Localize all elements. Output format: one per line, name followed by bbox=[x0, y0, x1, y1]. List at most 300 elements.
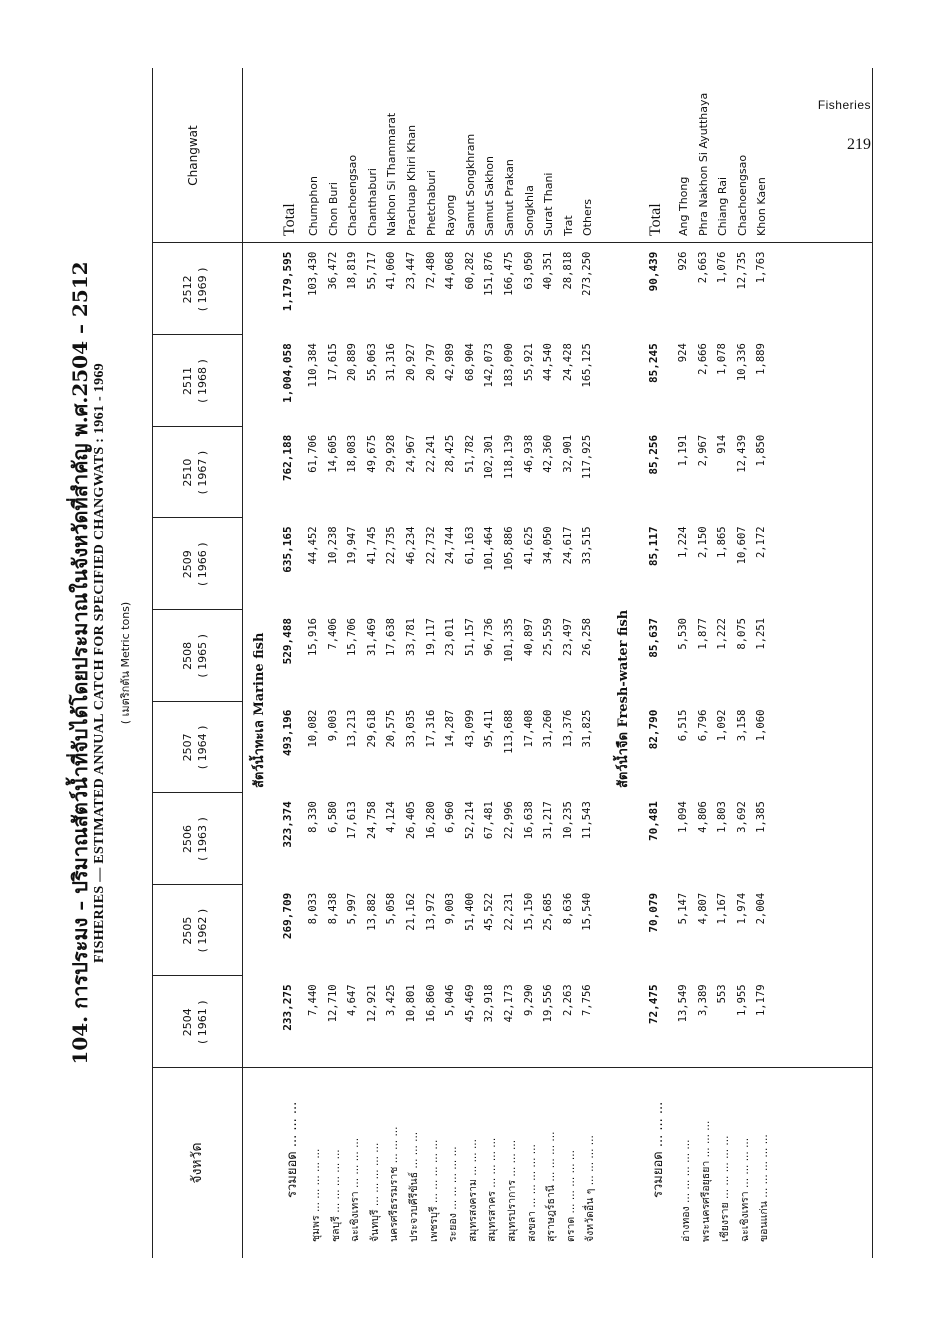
catch-value: 55,717 bbox=[365, 251, 378, 290]
catch-value: 924 bbox=[677, 343, 689, 363]
year-be: 2512 bbox=[181, 275, 194, 304]
catch-value: 55,921 bbox=[522, 343, 535, 382]
catch-value: 9,003 bbox=[326, 709, 339, 742]
catch-value: 26,258 bbox=[581, 618, 594, 656]
year-ad: ( 1965 ) bbox=[196, 634, 209, 678]
catch-value: 8,075 bbox=[735, 618, 748, 650]
catch-value: 6,796 bbox=[696, 709, 709, 742]
changwat-thai: ฉะเชิงเทรา ... ... ... ... bbox=[738, 1137, 751, 1242]
catch-value: 40,351 bbox=[542, 251, 555, 290]
marine-row bbox=[559, 68, 579, 1258]
catch-value: 529,488 bbox=[281, 618, 294, 665]
catch-value: 5,530 bbox=[677, 618, 689, 650]
catch-value: 1,251 bbox=[755, 618, 768, 650]
catch-value: 5,046 bbox=[444, 984, 457, 1017]
catch-value: 22,735 bbox=[385, 526, 398, 565]
catch-value: 142,073 bbox=[483, 343, 496, 388]
catch-value: 6,960 bbox=[444, 801, 457, 833]
catch-value: 17,316 bbox=[424, 709, 437, 748]
changwat-thai: เชียงราย ... ... ... ... ... bbox=[719, 1135, 732, 1242]
catch-value: 17,613 bbox=[346, 801, 359, 840]
catch-value: 22,231 bbox=[503, 892, 515, 931]
table-title-thai: 104. การประมง – ปริมาณสัตว์น้ำที่จับได้โดยประมาณในจังหวัดที่สำคัญ พ.ศ.2504 – 2512 bbox=[68, 261, 92, 1065]
catch-value: 1,889 bbox=[755, 343, 768, 375]
catch-value: 16,638 bbox=[522, 801, 535, 840]
changwat-english: Chachoengsao bbox=[735, 154, 749, 236]
catch-value: 61,706 bbox=[307, 434, 319, 473]
catch-value: 269,709 bbox=[281, 892, 294, 940]
catch-value: 61,163 bbox=[463, 526, 476, 565]
catch-value: 3,389 bbox=[696, 984, 709, 1017]
year-header-2508 bbox=[180, 610, 210, 702]
year-ad: ( 1961 ) bbox=[196, 1000, 209, 1044]
header-column-rule bbox=[152, 334, 242, 335]
catch-value: 12,439 bbox=[735, 434, 748, 473]
catch-value: 72,480 bbox=[424, 251, 437, 290]
year-header-2512 bbox=[180, 244, 210, 336]
catch-value: 18,819 bbox=[346, 251, 359, 290]
catch-value: 1,955 bbox=[735, 984, 748, 1017]
changwat-thai: สมุทรสาคร ... ... ... ... bbox=[486, 1137, 499, 1242]
catch-value: 23,497 bbox=[561, 618, 574, 656]
catch-value: 118,139 bbox=[503, 434, 515, 480]
changwat-thai: จังหวัดอื่น ๆ ... ... ... ... bbox=[584, 1135, 597, 1242]
year-be: 2507 bbox=[181, 733, 194, 762]
catch-value: 25,685 bbox=[542, 892, 555, 931]
catch-value: 52,214 bbox=[463, 801, 476, 840]
changwat-english: Chachoengsao bbox=[346, 154, 360, 236]
year-header-2511 bbox=[180, 335, 210, 427]
catch-value: 7,440 bbox=[307, 984, 319, 1017]
changwat-english: Samut Songkhram bbox=[463, 133, 477, 236]
catch-value: 42,989 bbox=[444, 343, 457, 382]
catch-value: 2,150 bbox=[696, 526, 709, 559]
freshwater-row bbox=[674, 68, 694, 1258]
year-header-2506 bbox=[180, 793, 210, 885]
year-header-2509 bbox=[180, 518, 210, 610]
catch-value: 33,035 bbox=[405, 709, 417, 748]
catch-value: 117,925 bbox=[581, 434, 594, 480]
changwat-thai: นครศรีธรรมราช ... ... ... bbox=[388, 1126, 401, 1242]
year-ad: ( 1968 ) bbox=[196, 359, 209, 403]
catch-value: 60,282 bbox=[463, 251, 476, 290]
catch-value: 51,400 bbox=[463, 892, 476, 931]
changwat-thai: ประจวบคีรีขันธ์ ... ... ... bbox=[408, 1131, 420, 1242]
catch-value: 20,575 bbox=[385, 709, 398, 748]
catch-value: 31,316 bbox=[385, 343, 398, 382]
marine-row bbox=[500, 68, 520, 1258]
catch-value: 24,744 bbox=[444, 526, 457, 565]
year-be: 2506 bbox=[181, 825, 194, 854]
changwat-english: Others bbox=[581, 199, 595, 236]
marine-section-label: สัตว์น้ำทะเล Marine fish bbox=[252, 632, 267, 788]
running-section-name: Fisheries bbox=[817, 98, 871, 112]
catch-value: 6,515 bbox=[677, 709, 689, 742]
catch-value: 1,076 bbox=[716, 251, 729, 284]
table-title-english: FISHERIES — ESTIMATED ANNUAL CATCH FOR SPECIFIED CHANGWATS : 1961 - 1969 bbox=[92, 363, 107, 963]
catch-value: 20,927 bbox=[405, 343, 417, 382]
catch-value: 10,082 bbox=[307, 709, 319, 748]
changwat-english: Phetchaburi bbox=[424, 170, 438, 236]
catch-value: 12,735 bbox=[735, 251, 748, 290]
rotated-table-block bbox=[68, 68, 872, 1258]
catch-value: 113,688 bbox=[503, 709, 515, 754]
catch-value: 15,150 bbox=[522, 892, 535, 931]
catch-value: 4,124 bbox=[385, 801, 398, 833]
catch-value: 1,803 bbox=[716, 801, 729, 833]
year-ad: ( 1963 ) bbox=[196, 817, 209, 861]
catch-value: 12,710 bbox=[326, 984, 339, 1023]
catch-value: 72,475 bbox=[647, 984, 660, 1025]
marine-row bbox=[422, 68, 442, 1258]
year-ad: ( 1967 ) bbox=[196, 450, 209, 495]
catch-value: 1,092 bbox=[716, 709, 729, 742]
marine-row bbox=[402, 68, 422, 1258]
catch-value: 1,224 bbox=[677, 526, 689, 559]
catch-value: 42,360 bbox=[542, 434, 555, 473]
catch-value: 24,428 bbox=[561, 343, 574, 382]
catch-value: 9,290 bbox=[522, 984, 535, 1017]
marine-row bbox=[480, 68, 500, 1258]
catch-value: 70,079 bbox=[647, 892, 660, 933]
year-ad: ( 1966 ) bbox=[196, 542, 209, 586]
catch-value: 45,522 bbox=[483, 892, 496, 931]
changwat-english: Phra Nakhon Si Ayutthaya bbox=[696, 92, 710, 236]
table-top-rule bbox=[152, 68, 153, 1258]
changwat-english: Songkhla bbox=[522, 185, 536, 236]
catch-value: 41,625 bbox=[522, 526, 535, 565]
catch-value: 28,425 bbox=[444, 434, 457, 473]
marine-row bbox=[343, 68, 363, 1258]
catch-value: 45,469 bbox=[463, 984, 476, 1023]
catch-value: 24,617 bbox=[561, 526, 574, 565]
catch-value: 166,475 bbox=[503, 251, 515, 296]
changwat-thai: ชลบุรี ... ... ... ... ... bbox=[329, 1149, 342, 1242]
marine-row bbox=[382, 68, 402, 1258]
changwat-thai: รวมยอด ... ... ... bbox=[285, 1101, 300, 1198]
catch-value: 31,217 bbox=[542, 801, 555, 840]
catch-value: 926 bbox=[677, 251, 689, 271]
catch-value: 5,147 bbox=[677, 892, 689, 925]
catch-value: 273,250 bbox=[581, 251, 594, 296]
freshwater-total-row bbox=[644, 68, 664, 1258]
changwat-english: Khon Kaen bbox=[755, 177, 769, 236]
changwat-english: Rayong bbox=[444, 194, 458, 236]
changwat-thai: จันทบุรี ... ... ... ... ... bbox=[368, 1142, 381, 1242]
catch-value: 44,452 bbox=[307, 526, 319, 565]
catch-value: 110,384 bbox=[307, 343, 319, 388]
changwat-english: Prachuap Khiri Khan bbox=[405, 124, 418, 236]
catch-value: 1,004,058 bbox=[281, 343, 294, 403]
catch-value: 24,758 bbox=[365, 801, 378, 840]
catch-value: 1,850 bbox=[755, 434, 768, 467]
catch-value: 23,011 bbox=[444, 618, 457, 656]
freshwater-row bbox=[694, 68, 714, 1258]
catch-value: 101,335 bbox=[503, 618, 515, 663]
catch-value: 13,213 bbox=[346, 709, 359, 748]
catch-value: 15,540 bbox=[581, 892, 594, 931]
catch-value: 63,050 bbox=[522, 251, 535, 290]
catch-value: 17,638 bbox=[385, 618, 398, 656]
catch-value: 2,663 bbox=[696, 251, 709, 284]
catch-value: 67,481 bbox=[483, 801, 496, 840]
catch-value: 23,447 bbox=[405, 251, 417, 290]
changwat-english: Total bbox=[647, 203, 664, 236]
catch-value: 29,928 bbox=[385, 434, 398, 473]
marine-row bbox=[578, 68, 598, 1258]
catch-value: 13,549 bbox=[677, 984, 689, 1023]
catch-value: 1,094 bbox=[677, 801, 689, 833]
catch-value: 28,818 bbox=[561, 251, 574, 290]
header-column-rule bbox=[152, 517, 242, 518]
changwat-thai: ฉะเชิงเทรา ... ... ... ... bbox=[349, 1137, 362, 1242]
catch-value: 1,060 bbox=[755, 709, 768, 742]
catch-value: 165,125 bbox=[581, 343, 594, 388]
header-bottom-rule bbox=[242, 68, 243, 1258]
year-be: 2511 bbox=[181, 367, 194, 396]
catch-value: 95,411 bbox=[483, 709, 496, 748]
catch-value: 22,241 bbox=[424, 434, 437, 473]
catch-value: 19,556 bbox=[542, 984, 555, 1023]
changwat-english: Ang Thong bbox=[677, 176, 690, 236]
catch-value: 20,797 bbox=[424, 343, 437, 382]
catch-value: 51,782 bbox=[463, 434, 476, 473]
catch-value: 323,374 bbox=[281, 801, 294, 848]
catch-value: 151,876 bbox=[483, 251, 496, 296]
marine-row bbox=[324, 68, 344, 1258]
catch-value: 46,938 bbox=[522, 434, 535, 473]
catch-value: 1,763 bbox=[755, 251, 768, 284]
year-be: 2509 bbox=[181, 550, 194, 579]
catch-value: 2,263 bbox=[561, 984, 574, 1017]
page-number: 219 bbox=[847, 136, 871, 153]
catch-value: 1,179 bbox=[755, 984, 768, 1017]
year-ad: ( 1964 ) bbox=[196, 725, 209, 770]
catch-value: 5,997 bbox=[346, 892, 359, 925]
changwat-thai: สุราษฎร์ธานี ... ... ... ... bbox=[545, 1131, 558, 1242]
catch-value: 105,886 bbox=[503, 526, 515, 571]
catch-value: 96,736 bbox=[483, 618, 496, 656]
catch-value: 49,675 bbox=[365, 434, 378, 473]
catch-value: 183,090 bbox=[503, 343, 515, 388]
stub-header-english: Changwat bbox=[186, 125, 200, 186]
catch-value: 4,807 bbox=[696, 892, 709, 925]
catch-value: 6,580 bbox=[326, 801, 339, 833]
catch-value: 4,806 bbox=[696, 801, 709, 833]
catch-value: 13,882 bbox=[365, 892, 378, 931]
catch-value: 1,191 bbox=[677, 434, 689, 467]
catch-value: 22,996 bbox=[503, 801, 515, 840]
catch-value: 40,897 bbox=[522, 618, 535, 656]
catch-value: 3,158 bbox=[735, 709, 748, 742]
marine-row bbox=[539, 68, 559, 1258]
catch-value: 85,637 bbox=[647, 618, 660, 658]
catch-value: 24,967 bbox=[405, 434, 417, 473]
catch-value: 10,336 bbox=[735, 343, 748, 382]
catch-value: 55,063 bbox=[365, 343, 378, 382]
changwat-english: Total bbox=[281, 203, 298, 236]
changwat-thai: รวมยอด ... ... ... bbox=[651, 1101, 666, 1198]
catch-value: 31,260 bbox=[542, 709, 555, 748]
year-be: 2505 bbox=[181, 916, 194, 945]
catch-value: 5,058 bbox=[385, 892, 398, 925]
catch-value: 7,406 bbox=[326, 618, 339, 650]
changwat-thai: สมุทรสงคราม ... ... ... bbox=[466, 1139, 479, 1242]
catch-value: 41,745 bbox=[365, 526, 378, 565]
header-column-rule bbox=[152, 884, 242, 885]
changwat-english: Trat bbox=[561, 215, 575, 236]
marine-row bbox=[441, 68, 461, 1258]
catch-value: 85,245 bbox=[647, 343, 660, 383]
catch-value: 44,068 bbox=[444, 251, 457, 290]
catch-value: 1,865 bbox=[716, 526, 729, 559]
catch-value: 46,234 bbox=[405, 526, 417, 565]
changwat-english: Nakhon Si Thammarat bbox=[385, 112, 399, 236]
changwat-thai: ระยอง ... ... ... ... ... bbox=[447, 1146, 460, 1242]
catch-value: 16,860 bbox=[424, 984, 437, 1023]
catch-value: 8,636 bbox=[561, 892, 574, 925]
changwat-thai: สงขลา ... ... ... ... ... bbox=[525, 1144, 538, 1242]
year-be: 2504 bbox=[181, 1008, 194, 1037]
catch-value: 43,099 bbox=[463, 709, 476, 748]
catch-value: 16,280 bbox=[424, 801, 437, 840]
catch-value: 3,692 bbox=[735, 801, 748, 833]
catch-value: 3,425 bbox=[385, 984, 398, 1017]
catch-value: 2,967 bbox=[696, 434, 709, 467]
marine-row bbox=[461, 68, 481, 1258]
catch-value: 2,172 bbox=[755, 526, 768, 559]
catch-value: 15,916 bbox=[307, 618, 319, 656]
catch-value: 10,235 bbox=[561, 801, 574, 840]
catch-value: 13,972 bbox=[424, 892, 437, 931]
catch-value: 10,607 bbox=[735, 526, 748, 565]
catch-value: 7,756 bbox=[581, 984, 594, 1017]
header-column-rule bbox=[152, 792, 242, 793]
catch-value: 101,464 bbox=[483, 526, 496, 571]
catch-value: 914 bbox=[716, 434, 729, 454]
catch-value: 1,222 bbox=[716, 618, 729, 650]
unit-note: ( เมตริกตัน Metric tons) bbox=[119, 601, 132, 725]
stub-header-thai: จังหวัด bbox=[189, 1142, 205, 1184]
catch-value: 32,901 bbox=[561, 434, 574, 473]
catch-value: 8,330 bbox=[307, 801, 319, 833]
marine-row bbox=[363, 68, 383, 1258]
catch-value: 15,706 bbox=[346, 618, 359, 656]
table-bottom-rule bbox=[872, 68, 873, 1258]
header-column-rule bbox=[152, 426, 242, 427]
year-header-2510 bbox=[180, 427, 210, 519]
changwat-thai: พระนครศรีอยุธยา ... ... ... bbox=[699, 1120, 712, 1242]
catch-value: 2,666 bbox=[696, 343, 709, 375]
catch-value: 1,167 bbox=[716, 892, 729, 925]
year-be: 2508 bbox=[181, 641, 194, 670]
changwat-thai: สมุทรปราการ ... ... ... bbox=[506, 1139, 518, 1242]
year-ad: ( 1969 ) bbox=[196, 267, 209, 312]
catch-value: 19,947 bbox=[346, 526, 359, 565]
catch-value: 20,889 bbox=[346, 343, 359, 382]
freshwater-section-label: สัตว์น้ำจืด Fresh-water fish bbox=[616, 609, 631, 788]
catch-value: 635,165 bbox=[281, 526, 294, 573]
changwat-thai: เพชรบุรี ... ... ... ... ... bbox=[427, 1139, 440, 1242]
catch-value: 1,974 bbox=[735, 892, 748, 925]
catch-value: 12,921 bbox=[365, 984, 378, 1023]
year-ad: ( 1962 ) bbox=[196, 908, 209, 953]
catch-value: 85,256 bbox=[647, 434, 660, 475]
catch-value: 31,469 bbox=[365, 618, 378, 656]
changwat-english: Samut Sakhon bbox=[483, 156, 497, 236]
changwat-english: Chumphon bbox=[307, 176, 320, 236]
statistics-table bbox=[152, 68, 872, 1258]
catch-value: 11,543 bbox=[581, 801, 594, 840]
catch-value: 1,179,595 bbox=[281, 251, 294, 312]
catch-value: 18,083 bbox=[346, 434, 359, 473]
catch-value: 51,157 bbox=[463, 618, 476, 656]
catch-value: 9,003 bbox=[444, 892, 457, 925]
catch-value: 90,439 bbox=[647, 251, 660, 292]
catch-value: 44,540 bbox=[542, 343, 555, 382]
marine-row bbox=[304, 68, 324, 1258]
catch-value: 102,301 bbox=[483, 434, 496, 480]
catch-value: 68,904 bbox=[463, 343, 476, 382]
changwat-english: Surat Thani bbox=[542, 172, 556, 236]
changwat-english: Chiang Rai bbox=[716, 176, 730, 236]
catch-value: 1,877 bbox=[696, 618, 709, 650]
catch-value: 233,275 bbox=[281, 984, 294, 1031]
catch-value: 13,376 bbox=[561, 709, 574, 748]
changwat-thai: ตราด ... ... ... ... ... bbox=[564, 1150, 577, 1242]
catch-value: 2,004 bbox=[755, 892, 768, 925]
catch-value: 41,060 bbox=[385, 251, 398, 290]
header-column-rule bbox=[152, 975, 242, 976]
catch-value: 25,559 bbox=[542, 618, 555, 656]
catch-value: 4,647 bbox=[346, 984, 359, 1017]
catch-value: 1,385 bbox=[755, 801, 768, 833]
catch-value: 1,078 bbox=[716, 343, 729, 375]
changwat-thai: อ่างทอง ... ... ... ... ... bbox=[680, 1139, 692, 1242]
catch-value: 22,732 bbox=[424, 526, 437, 565]
freshwater-row bbox=[713, 68, 733, 1258]
freshwater-row bbox=[752, 68, 772, 1258]
catch-value: 34,050 bbox=[542, 526, 555, 565]
catch-value: 33,515 bbox=[581, 526, 594, 565]
changwat-english: Chon Buri bbox=[326, 182, 340, 236]
freshwater-row bbox=[733, 68, 753, 1258]
header-column-rule bbox=[152, 609, 242, 610]
catch-value: 103,430 bbox=[307, 251, 319, 296]
catch-value: 32,918 bbox=[483, 984, 496, 1023]
catch-value: 493,196 bbox=[281, 709, 294, 756]
year-header-2507 bbox=[180, 702, 210, 794]
catch-value: 36,472 bbox=[326, 251, 339, 290]
catch-value: 31,825 bbox=[581, 709, 594, 748]
year-header-2505 bbox=[180, 885, 210, 977]
catch-value: 10,801 bbox=[405, 984, 417, 1023]
year-be: 2510 bbox=[181, 458, 194, 487]
catch-value: 553 bbox=[716, 984, 729, 1004]
marine-row bbox=[520, 68, 540, 1258]
catch-value: 8,033 bbox=[307, 892, 319, 925]
catch-value: 26,405 bbox=[405, 801, 417, 840]
catch-value: 70,481 bbox=[647, 801, 660, 841]
catch-value: 14,605 bbox=[326, 434, 339, 473]
changwat-english: Samut Prakan bbox=[503, 159, 516, 236]
changwat-english: Chanthaburi bbox=[365, 168, 379, 236]
catch-value: 14,287 bbox=[444, 709, 457, 748]
catch-value: 17,408 bbox=[522, 709, 535, 748]
marine-total-row bbox=[278, 68, 298, 1258]
header-column-rule bbox=[152, 701, 242, 702]
catch-value: 8,438 bbox=[326, 892, 339, 925]
